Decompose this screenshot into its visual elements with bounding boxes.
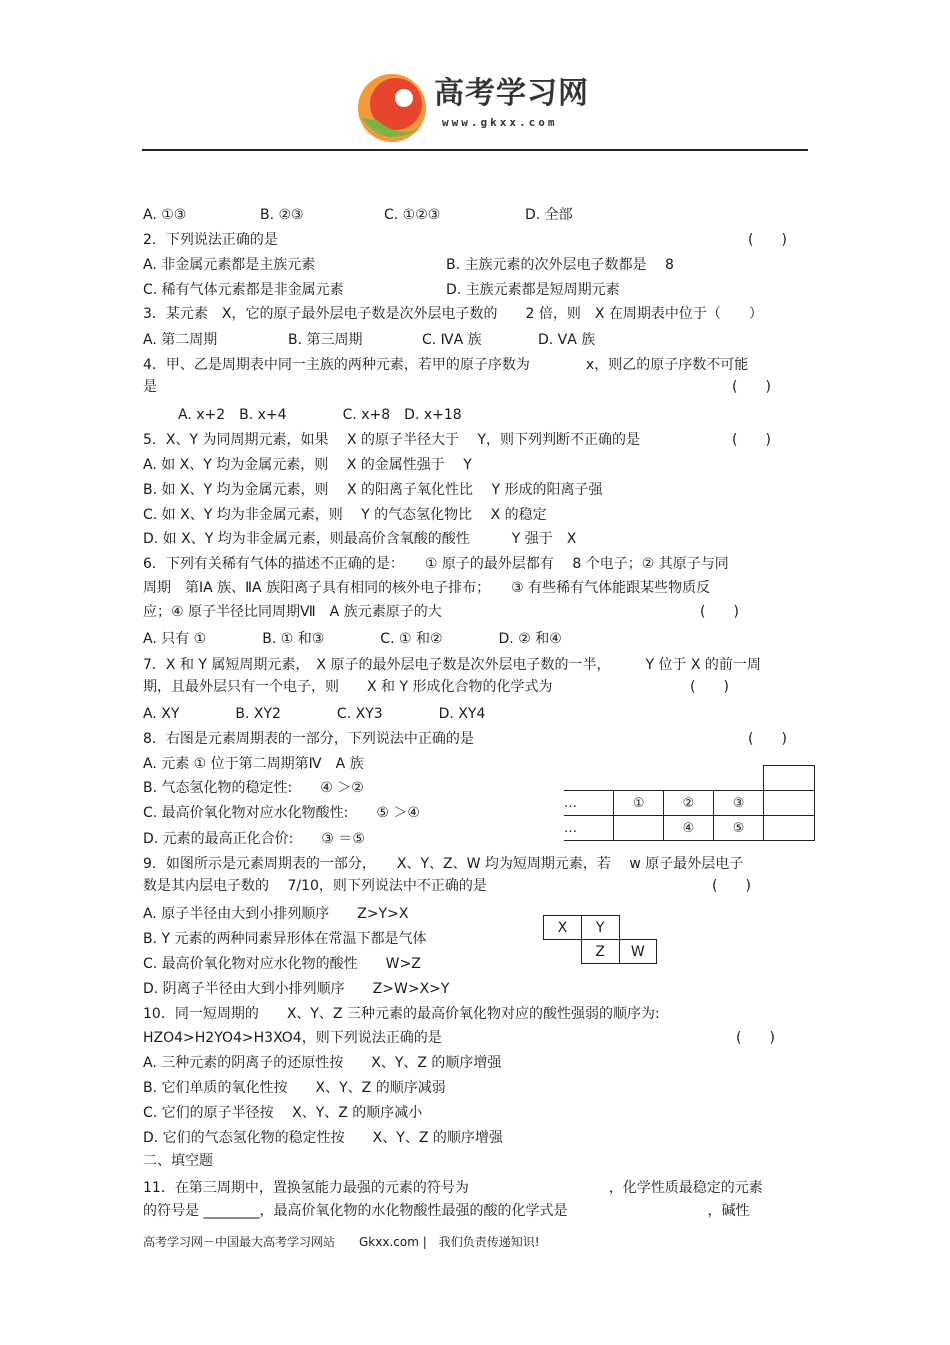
- q4-stem: 4．甲、乙是周期表中同一主族的两种元素，若甲的原子序数为 x，则乙的原子序数不可能: [143, 357, 749, 373]
- table-cell: ②: [664, 791, 714, 816]
- q6-stem-cont1: 周期 第ⅠA 族、ⅡA 族阳离子具有相同的核外电子排布； ③ 有些稀有气体能跟某些物质反: [143, 580, 711, 596]
- q10-option-a: A. 三种元素的阴离子的还原性按 X、Y、Z 的顺序增强: [143, 1055, 502, 1071]
- q8-option-d: D. 元素的最高正化合价: ③ ＝⑤: [143, 831, 365, 847]
- q10-stem-cont: HZO4>H2YO4>H3XO4，则下列说法正确的是: [143, 1030, 442, 1046]
- q1-option-a: A. ①③: [143, 207, 187, 223]
- q2-stem: 2．下列说法正确的是: [143, 232, 278, 248]
- q5-option-b: B. 如 X、Y 均为金属元素，则 X 的阳离子氧化性比 Y 形成的阳离子强: [143, 482, 603, 498]
- q3-stem: 3．某元素 X，它的原子最外层电子数是次外层电子数的 2 倍，则 X 在周期表中位于（ ）: [143, 306, 763, 322]
- q2-answer-blank: ( ): [748, 232, 787, 248]
- q9-stem: 9．如图所示是元素周期表的一部分， X、Y、Z、W 均为短周期元素，若 w 原子最外层电子: [143, 856, 744, 872]
- q9-answer-blank: ( ): [712, 878, 751, 894]
- q2-option-d: D. 主族元素都是短周期元素: [446, 282, 620, 298]
- q10-answer-blank: ( ): [736, 1030, 775, 1046]
- page-footer: 高考学习网－中国最大高考学习网站 Gkxx.com | 我们负责传递知识!: [143, 1235, 540, 1249]
- q7-stem-cont: 期，且最外层只有一个电子，则 X 和 Y 形成化合物的化学式为: [143, 679, 553, 695]
- grid-cell-w: W: [619, 940, 657, 964]
- q10-option-d: D. 它们的气态氢化物的稳定性按 X、Y、Z 的顺序增强: [143, 1130, 503, 1146]
- table-cell: ③: [713, 791, 763, 816]
- q9-option-c: C. 最高价氧化物对应水化物的酸性 W>Z: [143, 956, 421, 972]
- grid-cell-y: Y: [581, 916, 619, 940]
- q7-stem: 7．X 和 Y 属短周期元素， X 原子的最外层电子数是次外层电子数的一半， Y 位于 X 的前一周: [143, 657, 761, 673]
- q3-option-a: A. 第二周期: [143, 332, 218, 348]
- q3-option-d: D. ⅤA 族: [538, 332, 596, 348]
- q8-option-a: A. 元素 ① 位于第二周期第Ⅳ A 族: [143, 756, 364, 772]
- q4-options: A. x+2 B. x+4 C. x+8 D. x+18: [178, 407, 462, 423]
- q4-answer-blank: ( ): [732, 379, 771, 395]
- grid-cell-x: X: [544, 916, 582, 940]
- table-cell: ①: [614, 791, 664, 816]
- q11-stem: 11．在第三周期中，置换氢能力最强的元素的符号为 ，化学性质最稳定的元素: [143, 1180, 763, 1196]
- q2-option-c: C. 稀有气体元素都是非金属元素: [143, 282, 344, 298]
- q10-stem: 10．同一短周期的 X、Y、Z 三种元素的最高价氧化物对应的酸性强弱的顺序为:: [143, 1006, 660, 1022]
- table-cell: ④: [664, 816, 714, 841]
- q6-stem-cont2: 应；④ 原子半径比同周期Ⅶ A 族元素原子的大: [143, 604, 442, 620]
- q6-options: A. 只有 ① B. ① 和③ C. ① 和② D. ② 和④: [143, 631, 562, 647]
- q8-option-c: C. 最高价氧化物对应水化物酸性: ⑤ ＞④: [143, 805, 420, 821]
- table-cell: [614, 816, 664, 841]
- q2-option-b: B. 主族元素的次外层电子数都是 8: [446, 257, 674, 273]
- periodic-table-fragment: [564, 765, 815, 841]
- table-cell-empty: [764, 766, 815, 791]
- q5-answer-blank: ( ): [732, 432, 771, 448]
- q5-option-a: A. 如 X、Y 均为金属元素，则 X 的金属性强于 Y: [143, 457, 472, 473]
- q5-option-c: C. 如 X、Y 均为非金属元素，则 Y 的气态氢化物比 X 的稳定: [143, 507, 547, 523]
- logo-title: 高考学习网: [434, 76, 589, 111]
- q4-stem-cont: 是: [143, 379, 157, 395]
- q9-option-a: A. 原子半径由大到小排列顺序 Z>Y>X: [143, 906, 409, 922]
- q11-stem-cont: 的符号是 ________，最高价氧化物的水化物酸性最强的酸的化学式是 ，碱性: [143, 1203, 750, 1219]
- table-cell: ⑤: [713, 816, 763, 841]
- table-cell: …: [564, 791, 614, 816]
- table-cell-empty: [764, 816, 815, 841]
- q8-stem: 8．右图是元素周期表的一部分，下列说法中正确的是: [143, 731, 474, 747]
- section-heading-fill-in: 二、填空题: [143, 1153, 213, 1169]
- q6-answer-blank: ( ): [700, 604, 739, 620]
- q3-option-b: B. 第三周期: [288, 332, 363, 348]
- q10-option-b: B. 它们单质的氧化性按 X、Y、Z 的顺序减弱: [143, 1080, 446, 1096]
- q7-answer-blank: ( ): [690, 679, 729, 695]
- q9-option-d: D. 阴离子半径由大到小排列顺序 Z>W>X>Y: [143, 981, 450, 997]
- q5-stem: 5．X、Y 为同周期元素，如果 X 的原子半径大于 Y，则下列判断不正确的是: [143, 432, 640, 448]
- header-divider: [142, 149, 808, 151]
- q2-option-a: A. 非金属元素都是主族元素: [143, 257, 316, 273]
- q1-option-d: D. 全部: [525, 207, 573, 223]
- q1-option-b: B. ②③: [260, 207, 304, 223]
- q9-stem-cont: 数是其内层电子数的 7/10，则下列说法中不正确的是: [143, 878, 487, 894]
- grid-cell-z: Z: [581, 940, 619, 964]
- table-cell-empty: [764, 791, 815, 816]
- q3-option-c: C. ⅣA 族: [422, 332, 482, 348]
- q7-options: A. XY B. XY2 C. XY3 D. XY4: [143, 706, 486, 722]
- q9-option-b: B. Y 元素的两种同素异形体在常温下都是气体: [143, 931, 427, 947]
- q10-option-c: C. 它们的原子半径按 X、Y、Z 的顺序减小: [143, 1105, 423, 1121]
- q8-answer-blank: ( ): [748, 731, 787, 747]
- q8-option-b: B. 气态氢化物的稳定性: ④ ＞②: [143, 780, 364, 796]
- xyzw-grid: [543, 915, 657, 964]
- logo-url: www.gkxx.com: [442, 116, 558, 129]
- q1-option-c: C. ①②③: [384, 207, 441, 223]
- q5-option-d: D. 如 X、Y 均为非金属元素，则最高价含氧酸的酸性 Y 强于 X: [143, 531, 577, 547]
- q6-stem: 6．下列有关稀有气体的描述不正确的是： ① 原子的最外层都有 8 个电子；② 其原子与同: [143, 556, 729, 572]
- table-cell: …: [564, 816, 614, 841]
